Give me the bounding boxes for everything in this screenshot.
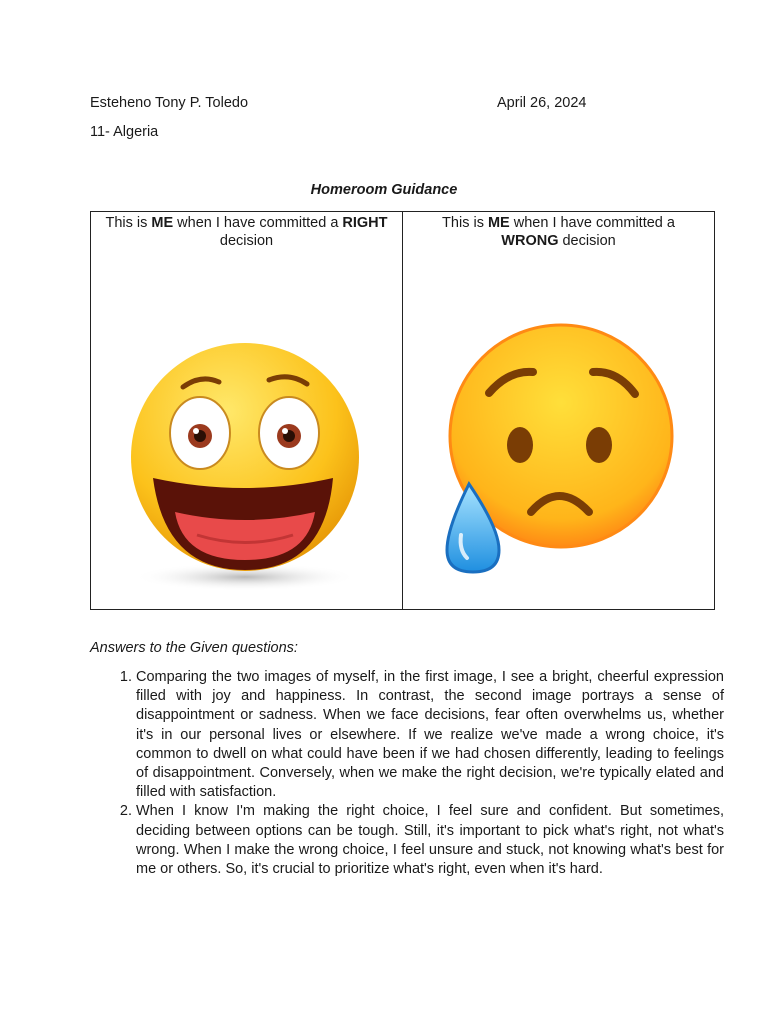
wrong-decision-cell — [403, 212, 715, 610]
document-title: Homeroom Guidance — [310, 182, 458, 198]
emotion-table — [90, 211, 715, 610]
right-decision-cell — [91, 212, 403, 610]
grinning-face-icon — [97, 250, 397, 605]
answers-list — [90, 668, 724, 879]
sad-but-relieved-face-icon — [409, 250, 709, 605]
answers-heading: Answers to the Given questions: — [90, 640, 298, 656]
list-item: 1. Comparing the two images of myself, in the first image, I see a bright, cheerful expression filled with joy and happiness. In contrast, the second image portrays a sense of disappointment or sadness. When we face decisions, fear often overwhelms us, whether it's in our personal lives or elsewhere. If we realize we've made a wrong choice, it's common to dwell on what could have been if we had chosen differently, leading to feelings of disappointment. Conversely, when we make the right decision, we're typically elated and filled with satisfaction. — [136, 668, 724, 802]
right-decision-caption: This is ME when I have committed a RIGHT decision — [105, 215, 388, 249]
student-name: Esteheno Tony P. Toledo — [90, 95, 249, 111]
list-item: 2. When I know I'm making the right choice, I feel sure and confident. But sometimes, deciding between options can be tough. Still, it's important to pick what's right, not what's wrong. When I make the wrong choice, I feel unsure and stuck, not knowing what's best for me or others. So, it's crucial to prioritize what's right, even when it's hard. — [136, 802, 724, 879]
document-date: April 26, 2024 — [497, 95, 587, 111]
wrong-decision-caption: This is ME when I have committed a WRONG decision — [442, 215, 675, 249]
student-section: 11- Algeria — [90, 124, 159, 140]
